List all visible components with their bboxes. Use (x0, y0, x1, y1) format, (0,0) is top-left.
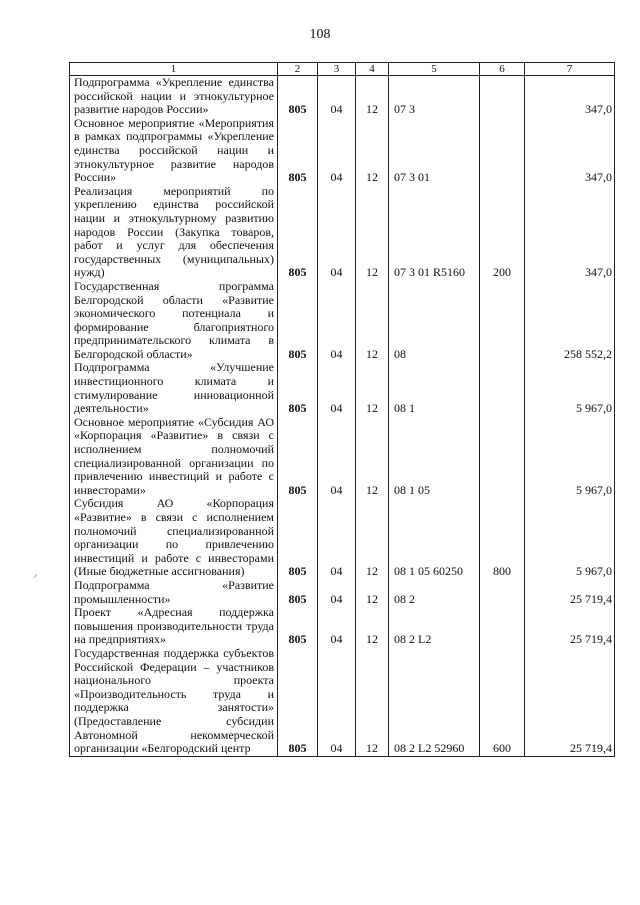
row-section: 04 (318, 361, 356, 415)
row-grbs: 805 (278, 76, 318, 117)
row-section: 04 (318, 185, 356, 280)
row-expense-type: 600 (480, 647, 525, 756)
row-expense-type: 200 (480, 185, 525, 280)
column-header: 7 (525, 63, 615, 76)
row-target-code: 07 3 01 R5160 (389, 185, 480, 280)
row-grbs: 805 (278, 579, 318, 606)
row-section: 04 (318, 76, 356, 117)
row-grbs: 805 (278, 185, 318, 280)
row-grbs: 805 (278, 361, 318, 415)
row-subsection: 12 (356, 416, 389, 498)
row-expense-type (480, 579, 525, 606)
row-target-code: 08 2 L2 (389, 606, 480, 647)
table-row (70, 280, 615, 362)
row-target-code: 07 3 01 (389, 117, 480, 185)
header-row (70, 63, 615, 76)
table-row (70, 647, 615, 756)
table-row (70, 76, 615, 117)
row-target-code: 08 1 05 (389, 416, 480, 498)
row-section: 04 (318, 579, 356, 606)
row-section: 04 (318, 416, 356, 498)
column-header: 3 (318, 63, 356, 76)
row-name: Государственная программа Белгородской области «Развитие экономического потенциала и формирование благоприятного предпринимательского климата в Белгородской области» (70, 280, 278, 362)
row-expense-type (480, 117, 525, 185)
row-subsection: 12 (356, 647, 389, 756)
row-subsection: 12 (356, 579, 389, 606)
row-sum: 5 967,0 (525, 361, 615, 415)
row-name: Основное мероприятие «Мероприятия в рамках подпрограммы «Укрепление единства российской нации и этнокультурное развитие народов России» (70, 117, 278, 185)
table-row (70, 185, 615, 280)
scan-mark: ⸝ (33, 569, 38, 580)
budget-table (69, 62, 615, 757)
row-grbs: 805 (278, 606, 318, 647)
row-grbs: 805 (278, 416, 318, 498)
row-target-code: 08 (389, 280, 480, 362)
row-target-code: 08 2 L2 52960 (389, 647, 480, 756)
row-sum: 347,0 (525, 76, 615, 117)
row-expense-type: 800 (480, 497, 525, 579)
row-grbs: 805 (278, 647, 318, 756)
row-expense-type (480, 361, 525, 415)
column-header: 5 (389, 63, 480, 76)
row-target-code: 07 3 (389, 76, 480, 117)
row-target-code: 08 1 (389, 361, 480, 415)
table-row (70, 117, 615, 185)
column-header: 2 (278, 63, 318, 76)
column-header: 4 (356, 63, 389, 76)
row-grbs: 805 (278, 117, 318, 185)
row-subsection: 12 (356, 117, 389, 185)
column-header: 1 (70, 63, 278, 76)
row-subsection: 12 (356, 606, 389, 647)
row-expense-type (480, 280, 525, 362)
row-sum: 258 552,2 (525, 280, 615, 362)
row-subsection: 12 (356, 280, 389, 362)
row-section: 04 (318, 606, 356, 647)
row-sum: 347,0 (525, 117, 615, 185)
table-row (70, 361, 615, 415)
row-section: 04 (318, 280, 356, 362)
row-subsection: 12 (356, 185, 389, 280)
row-subsection: 12 (356, 497, 389, 579)
row-sum: 25 719,4 (525, 647, 615, 756)
row-expense-type (480, 606, 525, 647)
table-row (70, 606, 615, 647)
row-name: Подпрограмма «Улучшение инвестиционного климата и стимулирование инновационной деятельности» (70, 361, 278, 415)
row-subsection: 12 (356, 76, 389, 117)
row-name: Подпрограмма «Развитие промышленности» (70, 579, 278, 606)
row-name: Подпрограмма «Укрепление единства российской нации и этнокультурное развитие народов России» (70, 76, 278, 117)
row-target-code: 08 1 05 60250 (389, 497, 480, 579)
row-name: Основное мероприятие «Субсидия АО «Корпорация «Развитие» в связи с исполнением полномочий специализированной организации по привлечению инвестиций и работе с инвесторами» (70, 416, 278, 498)
page-number: 108 (309, 27, 331, 42)
row-section: 04 (318, 117, 356, 185)
row-sum: 25 719,4 (525, 579, 615, 606)
row-sum: 25 719,4 (525, 606, 615, 647)
row-sum: 5 967,0 (525, 416, 615, 498)
table-row (70, 497, 615, 579)
row-sum: 5 967,0 (525, 497, 615, 579)
row-name: Субсидия АО «Корпорация «Развитие» в связи с исполнением полномочий специализированной организации по привлечению инвестиций и работе с инвесторами (Иные бюджетные ассигнования) (70, 497, 278, 579)
row-sum: 347,0 (525, 185, 615, 280)
table-row (70, 416, 615, 498)
row-name: Государственная поддержка субъектов Российской Федерации – участников национального проекта «Производительность труда и поддержка занятости» (Предоставление субсидии Автономной некоммерческой организации «Белгородский центр (70, 647, 278, 756)
row-grbs: 805 (278, 280, 318, 362)
row-expense-type (480, 416, 525, 498)
row-section: 04 (318, 497, 356, 579)
table-row (70, 579, 615, 606)
row-target-code: 08 2 (389, 579, 480, 606)
row-name: Проект «Адресная поддержка повышения производительности труда на предприятиях» (70, 606, 278, 647)
row-section: 04 (318, 647, 356, 756)
row-subsection: 12 (356, 361, 389, 415)
row-grbs: 805 (278, 497, 318, 579)
row-name: Реализация мероприятий по укреплению единства российской нации и этнокультурному развитию народов России (Закупка товаров, работ и услуг для обеспечения государственных (муниципальных) нужд) (70, 185, 278, 280)
column-header: 6 (480, 63, 525, 76)
row-expense-type (480, 76, 525, 117)
